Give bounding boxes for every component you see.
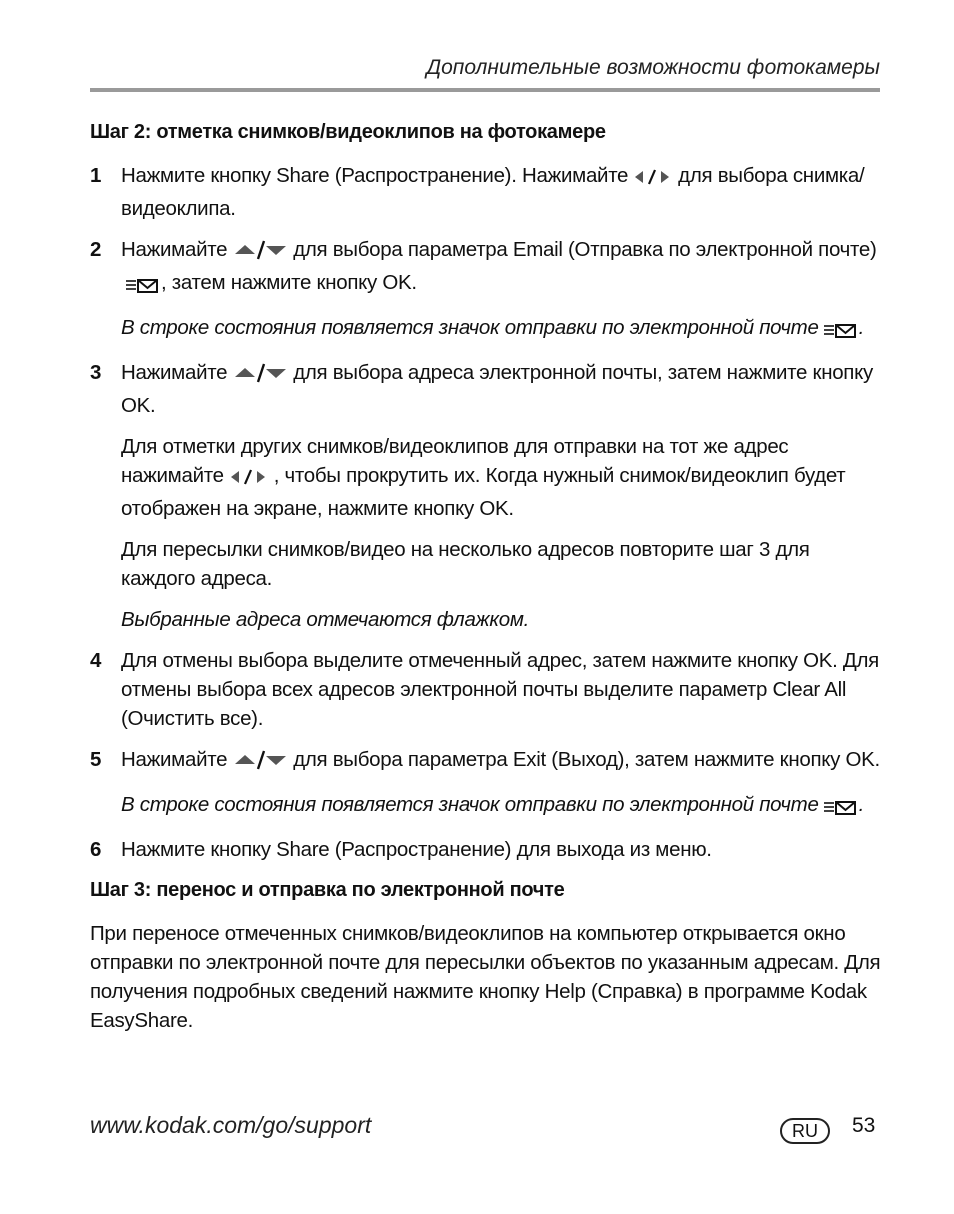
running-header: Дополнительные возможности фотокамеры — [426, 56, 880, 79]
section3-text: При переносе отмеченных снимков/видеоклипов на компьютер открывается окно отправки по электронной почте для пересылки объектов по указанным адресам. Для получения подробных сведений нажмите кнопку Help (Справка) в программе Kodak EasyShare. — [90, 922, 881, 1032]
step-text: для выбора параметра Email (Отправка по электронной почте) — [293, 238, 877, 261]
step-number: 6 — [90, 838, 102, 861]
left-right-arrows-icon — [634, 165, 672, 194]
step-text: для выбора адреса электронной почты, затем нажмите кнопку OK. — [121, 361, 873, 417]
note-text: В строке состояния появляется значок отправки по электронной почте — [121, 316, 819, 339]
language-badge: RU — [780, 1118, 830, 1144]
step-number: 1 — [90, 164, 102, 187]
email-icon — [125, 272, 159, 301]
header-rule — [90, 88, 880, 92]
step-5 — [90, 745, 885, 778]
note-text: В строке состояния появляется значок отправки по электронной почте — [121, 793, 819, 816]
para-text: , чтобы прокрутить их. Когда нужный снимок/видеоклип будет отображен на экране, нажмите кнопку OK. — [121, 464, 846, 520]
step-3-para-2: Для пересылки снимков/видео на несколько адресов повторите шаг 3 для каждого адреса. — [121, 538, 810, 590]
step-3-para-1 — [90, 432, 885, 523]
up-down-arrows-icon — [233, 362, 287, 391]
step-number: 4 — [90, 649, 102, 672]
page-number: 53 — [852, 1114, 876, 1137]
step-number: 5 — [90, 748, 102, 771]
main-content — [90, 118, 885, 1035]
note-text: . — [858, 316, 864, 339]
step-text: Нажимайте — [121, 238, 228, 261]
email-icon — [823, 794, 857, 823]
step-6 — [90, 835, 885, 864]
step-2 — [90, 235, 885, 301]
step-text: Для отмены выбора выделите отмеченный адрес, затем нажмите кнопку OK. Для отмены выбора всех адресов электронной почты выделите параметр Clear All (Очистить все). — [121, 649, 879, 730]
step-number: 3 — [90, 361, 102, 384]
step-1 — [90, 161, 885, 223]
step-text: для выбора снимка/видеоклипа. — [121, 164, 865, 220]
step-text: Нажмите кнопку Share (Распространение) для выхода из меню. — [121, 838, 712, 861]
note-text: . — [858, 793, 864, 816]
step-number: 2 — [90, 238, 102, 261]
step-4 — [90, 646, 885, 733]
email-icon — [823, 317, 857, 346]
section2-heading: Шаг 2: отметка снимков/видеоклипов на фотокамере — [90, 121, 606, 143]
left-right-arrows-icon — [230, 465, 268, 494]
up-down-arrows-icon — [233, 749, 287, 778]
step-text: Нажимайте — [121, 361, 228, 384]
up-down-arrows-icon — [233, 239, 287, 268]
step-text: , затем нажмите кнопку OK. — [161, 271, 417, 294]
step-3 — [90, 358, 885, 420]
step-text: Нажмите кнопку Share (Распространение). Нажимайте — [121, 164, 629, 187]
step-text: для выбора параметра Exit (Выход), затем нажмите кнопку OK. — [293, 748, 880, 771]
para-text: Для отметки других снимков/видеоклипов для отправки на тот же адрес нажимайте — [121, 435, 789, 487]
step-text: Нажимайте — [121, 748, 228, 771]
step-5-note — [90, 790, 885, 823]
step-2-note — [90, 313, 885, 346]
support-link[interactable]: www.kodak.com/go/support — [90, 1112, 372, 1138]
step-3-note: Выбранные адреса отмечаются флажком. — [121, 608, 529, 631]
section3-heading: Шаг 3: перенос и отправка по электронной почте — [90, 879, 565, 901]
